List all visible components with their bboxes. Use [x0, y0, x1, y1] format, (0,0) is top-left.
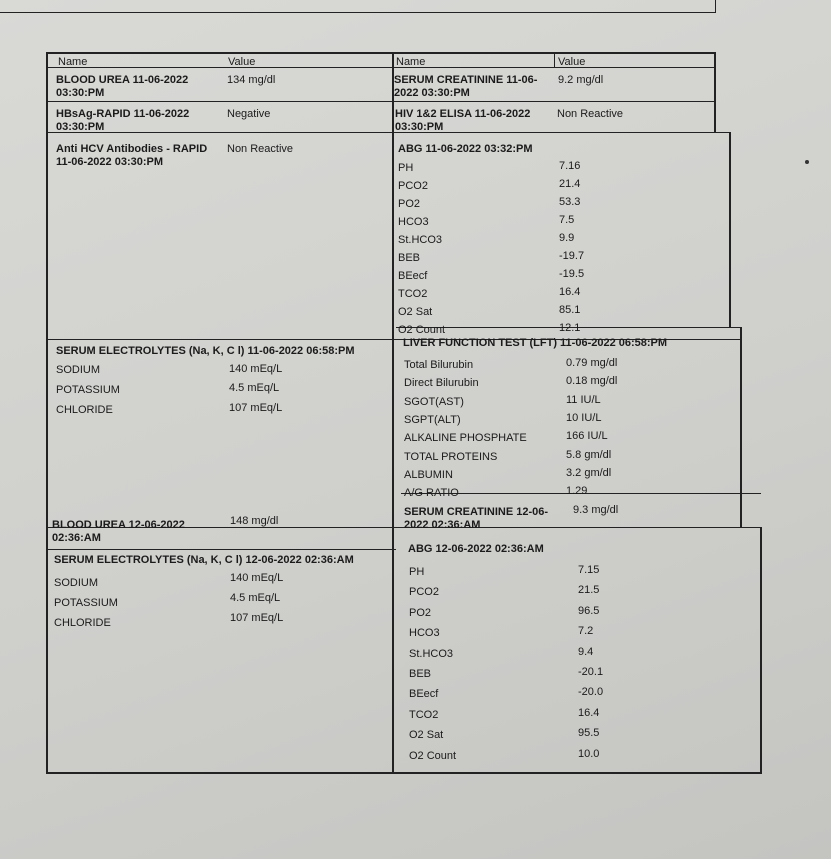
potassium-label: POTASSIUM: [56, 384, 120, 396]
hcv-value: Non Reactive: [227, 143, 294, 155]
right-value-header: Value: [558, 56, 586, 68]
creatinine-value: 9.2 mg/dl: [558, 74, 604, 86]
abg-1-row-label: PH: [398, 162, 414, 174]
abg-2-row-label: HCO3: [409, 627, 440, 640]
rule: [46, 52, 714, 54]
rule: [46, 101, 714, 102]
abg-1-row-label: HCO3: [398, 216, 429, 228]
hiv-value: Non Reactive: [557, 108, 624, 120]
lft-row-label: SGPT(ALT): [404, 413, 461, 426]
lft-row-label: TOTAL PROTEINS: [404, 450, 498, 463]
abg-1-row-value: 12.1: [559, 322, 581, 334]
lft-row-label: ALBUMIN: [404, 468, 453, 481]
abg-2-row-value: 95.5: [578, 727, 600, 740]
rule: [46, 67, 714, 68]
abg-2-row-label: PCO2: [409, 586, 439, 599]
abg-1-row-label: PO2: [398, 198, 421, 210]
abg-1-row-value: 53.3: [559, 196, 581, 208]
abg-1-title: ABG 11-06-2022 03:32:PM: [398, 143, 533, 155]
abg-2-row-label: TCO2: [409, 708, 439, 721]
chloride-value: 107 mEq/L: [229, 402, 283, 414]
abg-1-row-label: O2 Sat: [398, 306, 433, 318]
rule: [46, 772, 762, 774]
abg-2-row-value: 7.15: [578, 564, 600, 576]
electrolytes-title: SERUM ELECTROLYTES (Na, K, C l) 11-06-2022 06:58:PM: [56, 345, 355, 357]
sodium-label: SODIUM: [56, 364, 100, 376]
hbsag-label: HBsAg-RAPID 11-06-2022 03:30:PM: [56, 108, 190, 133]
lft-row-label: Total Bilurubin: [404, 359, 474, 371]
abg-1-row-label: BEecf: [398, 270, 428, 282]
lft-row-value: 11 IU/L: [566, 393, 601, 406]
abg-1-row-value: -19.5: [559, 268, 585, 280]
abg-2-row-label: PO2: [409, 606, 432, 619]
abg-1-row-value: 16.4: [559, 286, 581, 298]
lft-row-label: A/G RATIO: [404, 487, 459, 500]
blood-urea-2-value: 148 mg/dl: [230, 515, 279, 527]
abg-2-row-label: BEB: [409, 668, 432, 680]
blood-urea-2-label: BLOOD UREA 12-06-2022 02:36:AM: [52, 519, 185, 544]
abg-2-row-value: 10.0: [578, 747, 600, 760]
abg-2-row-value: -20.0: [578, 686, 604, 699]
abg-2-title: ABG 12-06-2022 02:36:AM: [408, 543, 544, 555]
blood-urea-value: 134 mg/dl: [227, 74, 276, 86]
abg-1-row-label: TCO2: [398, 288, 428, 300]
abg-2-row-label: PH: [409, 566, 425, 578]
abg-1-row-label: PCO2: [398, 180, 428, 192]
lft-row-value: 3.2 gm/dl: [566, 466, 612, 479]
abg-2-row-value: 7.2: [578, 625, 594, 638]
lft-row-value: 166 IU/L: [566, 430, 608, 443]
abg-2-row-label: St.HCO3: [409, 647, 454, 660]
creatinine-2-value: 9.3 mg/dl: [573, 504, 619, 516]
abg-1-row-value: 7.5: [559, 214, 575, 226]
sodium-2-value: 140 mEq/L: [230, 572, 284, 584]
rule: [392, 52, 394, 774]
abg-2-row-label: O2 Count: [409, 749, 457, 762]
lft-row-value: 1.29: [566, 485, 588, 498]
abg-1-row-value: 9.9: [559, 232, 575, 244]
abg-1-row-label: O2 Count: [398, 324, 446, 336]
abg-2-row-value: -20.1: [578, 666, 604, 678]
lft-row-value: 0.79 mg/dl: [566, 357, 618, 369]
abg-2-row-value: 16.4: [578, 706, 600, 719]
sodium-value: 140 mEq/L: [229, 363, 283, 375]
chloride-2-value: 107 mEq/L: [230, 612, 284, 624]
rule: [740, 327, 742, 527]
lab-report-sheet: [46, 52, 762, 774]
rule: [554, 52, 555, 68]
rule: [714, 52, 716, 132]
potassium-value: 4.5 mEq/L: [229, 382, 280, 394]
abg-2-row-value: 9.4: [578, 645, 594, 658]
abg-2-row-value: 21.5: [578, 584, 600, 597]
rule: [46, 549, 396, 550]
electrolytes-2-title: SERUM ELECTROLYTES (Na, K, C l) 12-06-2022 02:36:AM: [54, 554, 354, 566]
lft-row-value: 10 IU/L: [566, 411, 602, 424]
rule: [46, 52, 48, 774]
abg-1-row-label: St.HCO3: [398, 234, 443, 246]
creatinine-label: SERUM CREATININE 11-06-2022 03:30:PM: [394, 74, 538, 99]
abg-1-row-value: 7.16: [559, 160, 581, 172]
abg-1-row-value: 85.1: [559, 304, 581, 316]
potassium-2-label: POTASSIUM: [54, 597, 118, 609]
abg-1-row-value: 21.4: [559, 178, 581, 190]
lft-row-label: ALKALINE PHOSPHATE: [404, 432, 527, 445]
lft-title: LIVER FUNCTION TEST (LFT) 11-06-2022 06:58:PM: [403, 337, 668, 349]
rule: [760, 527, 762, 774]
abg-2-row-label: O2 Sat: [409, 729, 444, 742]
blood-urea-label: BLOOD UREA 11-06-2022 03:30:PM: [56, 74, 189, 99]
hbsag-value: Negative: [227, 108, 271, 120]
left-value-header: Value: [228, 56, 256, 68]
right-name-header: Name: [396, 56, 426, 68]
hiv-label: HIV 1&2 ELISA 11-06-2022 03:30:PM: [395, 108, 531, 133]
creatinine-2-label: SERUM CREATININE 12-06-2022 02:36:AM: [404, 506, 549, 531]
abg-2-row-label: BEecf: [409, 688, 439, 701]
abg-2-row-value: 96.5: [578, 604, 600, 617]
abg-1-row-value: -19.7: [559, 250, 585, 262]
paper-mark: [805, 160, 809, 164]
left-name-header: Name: [58, 56, 88, 68]
potassium-2-value: 4.5 mEq/L: [230, 592, 281, 604]
lft-row-label: Direct Bilurubin: [404, 377, 479, 390]
hcv-label: Anti HCV Antibodies - RAPID 11-06-2022 03:30:PM: [56, 143, 208, 168]
abg-1-row-label: BEB: [398, 252, 421, 264]
previous-page-edge: [0, 0, 716, 13]
lft-row-value: 0.18 mg/dl: [566, 375, 618, 388]
sodium-2-label: SODIUM: [54, 577, 98, 589]
rule: [729, 132, 731, 327]
chloride-2-label: CHLORIDE: [54, 617, 111, 629]
chloride-label: CHLORIDE: [56, 404, 113, 416]
lft-row-label: SGOT(AST): [404, 395, 464, 408]
lft-row-value: 5.8 gm/dl: [566, 448, 612, 461]
